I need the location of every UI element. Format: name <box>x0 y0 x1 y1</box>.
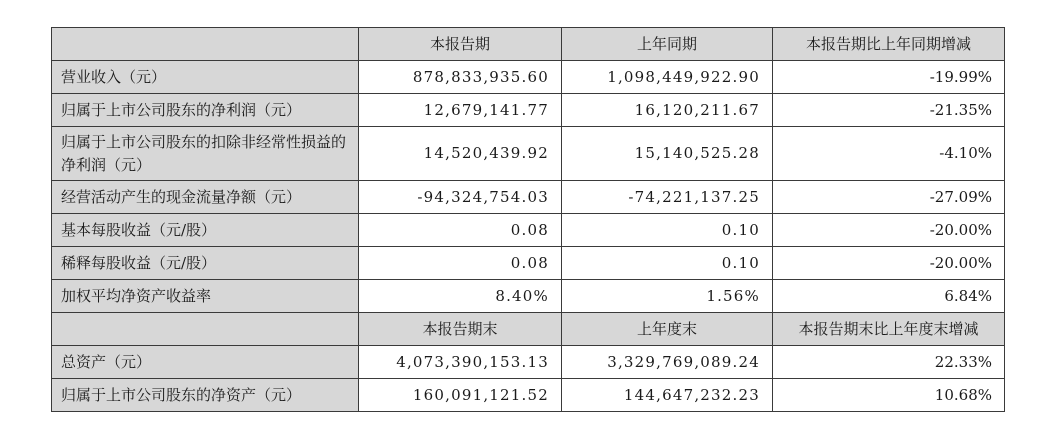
header-period-change: 本报告期比上年同期增减 <box>773 28 1005 61</box>
row-label-basic-eps: 基本每股收益（元/股） <box>52 214 359 247</box>
cell-change-percent: 22.33% <box>773 346 1005 379</box>
cell-current-value: 4,073,390,153.13 <box>359 346 562 379</box>
cell-prior-value: 144,647,232.23 <box>562 379 773 412</box>
table-row <box>52 214 1005 247</box>
cell-current-value: -94,324,754.03 <box>359 181 562 214</box>
header-corner-cell <box>52 313 359 346</box>
row-label-operating-revenue: 营业收入（元） <box>52 61 359 94</box>
header-row-period <box>52 28 1005 61</box>
table-row <box>52 61 1005 94</box>
cell-change-percent: -21.35% <box>773 94 1005 127</box>
cell-prior-value: 1.56% <box>562 280 773 313</box>
cell-current-value: 0.08 <box>359 214 562 247</box>
cell-current-value: 878,833,935.60 <box>359 61 562 94</box>
cell-change-percent: -27.09% <box>773 181 1005 214</box>
table-row <box>52 247 1005 280</box>
row-label-weighted-roe: 加权平均净资产收益率 <box>52 280 359 313</box>
row-label-total-assets: 总资产（元） <box>52 346 359 379</box>
table-row <box>52 127 1005 181</box>
cell-prior-value: 16,120,211.67 <box>562 94 773 127</box>
header-period-end-change: 本报告期末比上年度末增减 <box>773 313 1005 346</box>
table-row <box>52 280 1005 313</box>
cell-prior-value: 3,329,769,089.24 <box>562 346 773 379</box>
header-row-period-end <box>52 313 1005 346</box>
cell-change-percent: -20.00% <box>773 214 1005 247</box>
cell-current-value: 0.08 <box>359 247 562 280</box>
cell-change-percent: -4.10% <box>773 127 1005 181</box>
table-row <box>52 94 1005 127</box>
row-label-operating-cash-flow: 经营活动产生的现金流量净额（元） <box>52 181 359 214</box>
row-label-diluted-eps: 稀释每股收益（元/股） <box>52 247 359 280</box>
table-row <box>52 181 1005 214</box>
table-row <box>52 379 1005 412</box>
cell-change-percent: 6.84% <box>773 280 1005 313</box>
header-corner-cell <box>52 28 359 61</box>
row-label-net-profit: 归属于上市公司股东的净利润（元） <box>52 94 359 127</box>
table-row <box>52 346 1005 379</box>
header-current-period: 本报告期 <box>359 28 562 61</box>
financial-summary-table-container <box>51 27 1005 412</box>
header-prior-year-end: 上年度末 <box>562 313 773 346</box>
cell-prior-value: 1,098,449,922.90 <box>562 61 773 94</box>
header-prior-year-period: 上年同期 <box>562 28 773 61</box>
cell-current-value: 160,091,121.52 <box>359 379 562 412</box>
cell-change-percent: -19.99% <box>773 61 1005 94</box>
cell-current-value: 14,520,439.92 <box>359 127 562 181</box>
cell-prior-value: -74,221,137.25 <box>562 181 773 214</box>
cell-current-value: 8.40% <box>359 280 562 313</box>
row-label-net-assets: 归属于上市公司股东的净资产（元） <box>52 379 359 412</box>
cell-change-percent: -20.00% <box>773 247 1005 280</box>
row-label-net-profit-excl-nonrecurring: 归属于上市公司股东的扣除非经常性损益的净利润（元） <box>52 127 359 181</box>
cell-prior-value: 15,140,525.28 <box>562 127 773 181</box>
cell-change-percent: 10.68% <box>773 379 1005 412</box>
cell-prior-value: 0.10 <box>562 214 773 247</box>
cell-prior-value: 0.10 <box>562 247 773 280</box>
header-current-period-end: 本报告期末 <box>359 313 562 346</box>
financial-summary-table <box>51 27 1005 412</box>
cell-current-value: 12,679,141.77 <box>359 94 562 127</box>
